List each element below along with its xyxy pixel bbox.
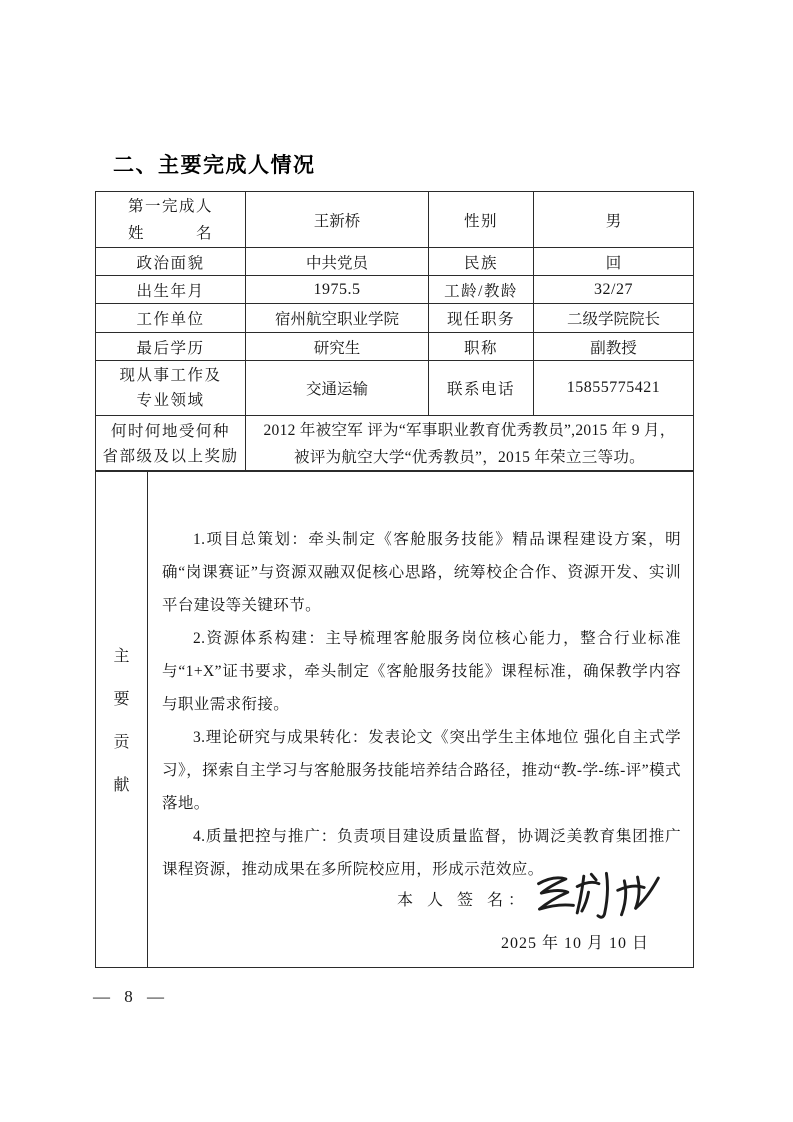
name-value: 王新桥: [246, 192, 429, 248]
contribution-paragraph: 3.理论研究与成果转化：发表论文《突出学生主体地位 强化自主式学习》，探索自主学习与客舱服务技能培养结合路径，推动“教-学-练-评”模式落地。: [162, 729, 681, 812]
workplace-value: 宿州航空职业学院: [246, 304, 429, 333]
field-value: 交通运输: [246, 361, 429, 416]
seniority-label: 工龄/教龄: [429, 276, 534, 304]
table-row: [96, 416, 694, 472]
position-value: 二级学院院长: [534, 304, 694, 333]
contribution-paragraph: 4.质量把控与推广：负责项目建设质量监督，协调泛美教育集团推广课程资源，推动成果在多所院校应用，形成示范效应。: [162, 828, 681, 878]
contribution-paragraph: 2.资源体系构建：主导梳理客舱服务岗位核心能力，整合行业标准与“1+X”证书要求，牵头制定《客舱服务技能》课程标准，确保教学内容与职业需求衔接。: [162, 630, 681, 713]
ethnicity-value: 回: [534, 248, 694, 276]
table-row: [96, 304, 694, 333]
contribution-vertical-label: 主 要 贡 献: [113, 648, 130, 794]
gender-label: 性别: [429, 192, 534, 248]
contribution-paragraph: 1.项目总策划：牵头制定《客舱服务技能》精品课程建设方案，明确“岗课赛证”与资源双融双促核心思路，统筹校企合作、资源开发、实训平台建设等关键环节。: [162, 531, 681, 614]
phone-label: 联系电话: [429, 361, 534, 416]
name-label-cell: [96, 192, 246, 248]
birthdate-label: 出生年月: [96, 276, 246, 304]
main-contribution-table: [95, 470, 694, 968]
position-label: 现任职务: [429, 304, 534, 333]
signature-image: [531, 866, 663, 924]
workplace-label: 工作单位: [96, 304, 246, 333]
table-row: [96, 248, 694, 276]
table-row: [96, 471, 694, 968]
table-row: [96, 333, 694, 361]
signature-area: [397, 866, 663, 953]
award-value: 2012 年被空军 评为“军事职业教育优秀教员”,2015 年 9 月， 被评为航空大学“优秀教员”，2015 年荣立三等功。: [246, 416, 694, 472]
politics-value: 中共党员: [246, 248, 429, 276]
table-row: [96, 192, 694, 248]
politics-label: 政治面貌: [96, 248, 246, 276]
birthdate-value: 1975.5: [246, 276, 429, 304]
contribution-label-cell: [96, 471, 148, 968]
title-rank-label: 职称: [429, 333, 534, 361]
signature-date: 2025 年 10 月 10 日: [500, 935, 649, 952]
seniority-value: 32/27: [534, 276, 694, 304]
table-row: [96, 361, 694, 416]
title-rank-value: 副教授: [534, 333, 694, 361]
contribution-content-cell: [148, 471, 694, 968]
ethnicity-label: 民族: [429, 248, 534, 276]
education-label: 最后学历: [96, 333, 246, 361]
completer-info-table: [95, 191, 694, 472]
table-row: [96, 276, 694, 304]
name-label: 第一完成人 姓 名: [127, 197, 213, 242]
field-label: 现从事工作及 专业领域: [96, 361, 246, 416]
page-number: — 8 —: [93, 987, 169, 1006]
award-label: 何时何地受何种 省部级及以上奖励: [96, 416, 246, 472]
phone-value: 15855775421: [534, 361, 694, 416]
signature-label: 本 人 签 名：: [396, 891, 529, 909]
education-value: 研究生: [246, 333, 429, 361]
gender-value: 男: [534, 192, 694, 248]
section-title: 二、主要完成人情况: [113, 154, 316, 177]
